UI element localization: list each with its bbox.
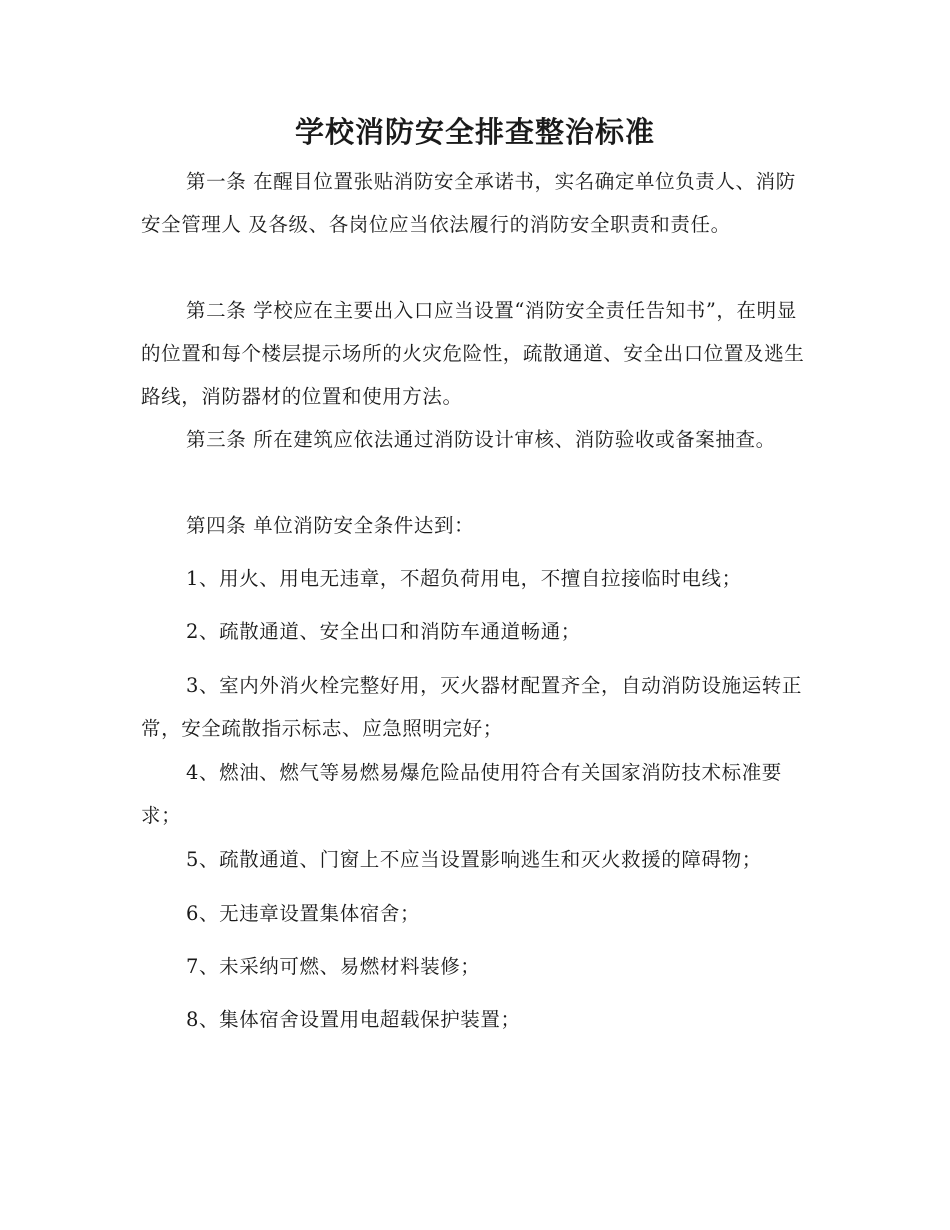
paragraph-article-2: 第二条 学校应在主要出入口应当设置“消防安全责任告知书”，在明显的位置和每个楼层提示场所的火灾危险性，疏散通道、安全出口位置及逃生路线，消防器材的位置和使用方法。 bbox=[141, 299, 805, 408]
list-item-7: 7、未采纳可燃、易燃材料装修； bbox=[186, 955, 481, 978]
list-item-3: 3、室内外消火栓完整好用，灭火器材配置齐全，自动消防设施运转正常，安全疏散指示标志、应急照明完好； bbox=[141, 674, 803, 740]
list-item-4: 4、燃油、燃气等易燃易爆危险品使用符合有关国家消防技术标准要求； bbox=[141, 761, 782, 827]
list-item-2: 2、疏散通道、安全出口和消防车通道畅通； bbox=[186, 620, 581, 643]
paragraph-article-1: 第一条 在醒目位置张贴消防安全承诺书，实名确定单位负责人、消防安全管理人 及各级、各岗位应当依法履行的消防安全职责和责任。 bbox=[141, 170, 796, 236]
list-item-1: 1、用火、用电无违章，不超负荷用电，不擅自拉接临时电线； bbox=[186, 567, 742, 590]
list-item-6: 6、无违章设置集体宿舍； bbox=[186, 902, 421, 925]
document-title: 学校消防安全排查整治标准 bbox=[294, 115, 655, 149]
paragraph-article-4: 第四条 单位消防安全条件达到： bbox=[186, 514, 475, 537]
list-item-5: 5、疏散通道、门窗上不应当设置影响逃生和灭火救援的障碍物； bbox=[186, 848, 762, 871]
paragraph-article-3: 第三条 所在建筑应依法通过消防设计审核、消防验收或备案抽查。 bbox=[186, 428, 776, 451]
list-item-8: 8、集体宿舍设置用电超载保护装置； bbox=[186, 1008, 521, 1031]
